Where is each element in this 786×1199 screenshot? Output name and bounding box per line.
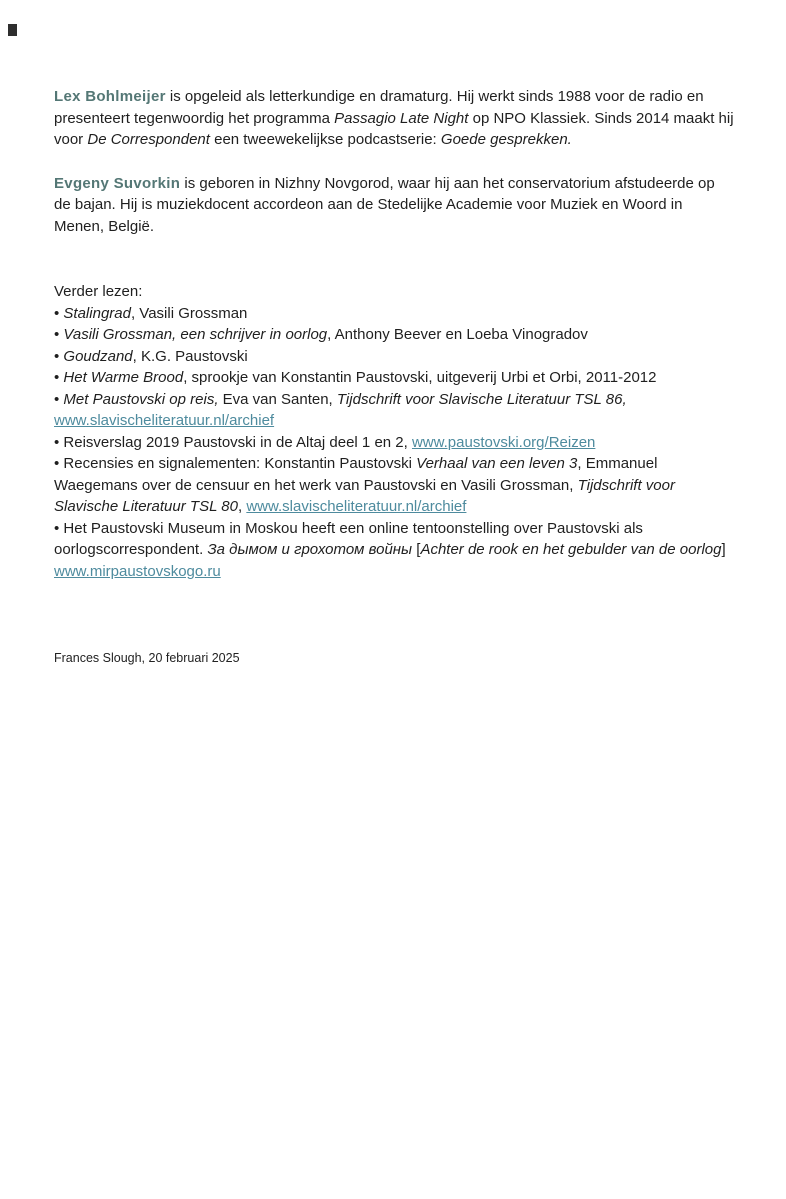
book-title-stalingrad: Stalingrad — [63, 304, 131, 322]
item8-text-3: ] — [721, 541, 726, 558]
reading-list-heading: Verder lezen: — [54, 283, 143, 300]
bullet-marker: • — [54, 369, 64, 386]
bullet-marker: • — [54, 304, 64, 322]
bullet-marker: • — [54, 433, 64, 451]
link-slavischeliteratuur-archief-1[interactable]: www.slavischeliteratuur.nl/archief — [54, 412, 275, 429]
book-title-goudzand: Goudzand — [63, 347, 133, 365]
book-title-warme-brood: Het Warme Brood — [63, 369, 184, 386]
reading-item-met-paustovski-op-reis — [54, 389, 734, 432]
item6-text: Reisverslag 2019 Paustovski in de Altaj deel 1 en 2, — [63, 433, 412, 451]
bio-evgeny-text-1: is geboren in Nizhny Novgorod, waar hij aan het conservatorium afstudeerde op de bajan. Hij is muziekdocent accordeon aan de Stedelijke Academie voor Muziek en Woord in Menen, België. — [54, 174, 715, 235]
person-name-lex-bohlmeijer: Lex Bohlmeijer — [54, 88, 166, 105]
programme-title-passagio: Passagio Late Night — [334, 109, 469, 127]
item3-text: , K.G. Paustovski — [132, 347, 248, 365]
scan-artifact-mark — [8, 24, 17, 36]
link-paustovski-reizen[interactable]: www.paustovski.org/Reizen — [411, 433, 596, 451]
item8-text-2: [ — [412, 541, 421, 558]
journal-title-tsl-80: Tijdschrift voor Slavische Literatuur TSL 80 — [54, 476, 675, 515]
book-title-grossman-schrijver: Vasili Grossman, een schrijver in oorlog — [63, 326, 328, 343]
reading-item-stalingrad — [54, 303, 734, 325]
bio-lex-text-1: is opgeleid als letterkundige en dramaturg. Hij werkt sinds 1988 voor de radio en presenteert tegenwoordig het programma — [54, 88, 704, 127]
bio-lex-text-2: op NPO Klassiek. Sinds 2014 maakt hij voor — [54, 109, 734, 148]
item5-text: Eva van Santen, — [218, 390, 337, 408]
author-signature: Frances Slough, 20 februari 2025 — [54, 651, 240, 665]
link-mirpaustovskogo[interactable]: www.mirpaustovskogo.ru — [54, 562, 221, 580]
podcast-title-goede-gesprekken: Goede gesprekken. — [440, 131, 572, 148]
item1-text: , Vasili Grossman — [130, 304, 248, 322]
person-name-evgeny-suvorkin: Evgeny Suvorkin — [54, 174, 181, 192]
item4-text: , sprookje van Konstantin Paustovski, uitgeverij Urbi et Orbi, 2011-2012 — [183, 369, 657, 386]
bullet-marker: • — [54, 519, 64, 537]
item7-text-1: Recensies en signalementen: Konstantin Paustovski — [63, 455, 417, 472]
reading-item-grossman-schrijver — [54, 324, 734, 346]
reading-item-warme-brood — [54, 367, 734, 389]
bullet-marker: • — [54, 390, 64, 408]
bio-paragraph-lex — [54, 86, 734, 151]
bullet-marker: • — [54, 455, 64, 472]
item8-text-1: Het Paustovski Museum in Moskou heeft een online tentoonstelling over Paustovski als oorlogscorrespondent. — [54, 519, 643, 558]
publication-de-correspondent: De Correspondent — [87, 131, 210, 148]
exhibition-title-dutch-translation: Achter de rook en het gebulder van de oorlog — [420, 541, 722, 558]
reading-item-goudzand — [54, 346, 734, 368]
link-slavischeliteratuur-archief-2[interactable]: www.slavischeliteratuur.nl/archief — [246, 498, 467, 515]
book-title-verhaal-van-een-leven-3: Verhaal van een leven 3 — [416, 455, 578, 472]
bullet-marker: • — [54, 347, 64, 365]
reading-item-paustovski-museum — [54, 518, 734, 583]
book-title-met-paustovski-op-reis: Met Paustovski op reis, — [63, 390, 219, 408]
bio-paragraph-evgeny — [54, 173, 734, 238]
bullet-marker: • — [54, 326, 64, 343]
item2-text: , Anthony Beever en Loeba Vinogradov — [327, 326, 588, 343]
item7-text-3: , — [238, 498, 247, 515]
journal-title-tsl-86: Tijdschrift voor Slavische Literatuur TSL 86, — [336, 390, 627, 408]
item7-text-2: , Emmanuel Waegemans over de censuur en het werk van Paustovski en Vasili Grossman, — [54, 455, 658, 494]
reading-item-reisverslag — [54, 432, 734, 454]
reading-item-recensies — [54, 453, 734, 518]
exhibition-title-russian: За дымом и грохотом войны — [207, 541, 413, 558]
bio-lex-text-3: een tweewekelijkse podcastserie: — [209, 131, 441, 148]
